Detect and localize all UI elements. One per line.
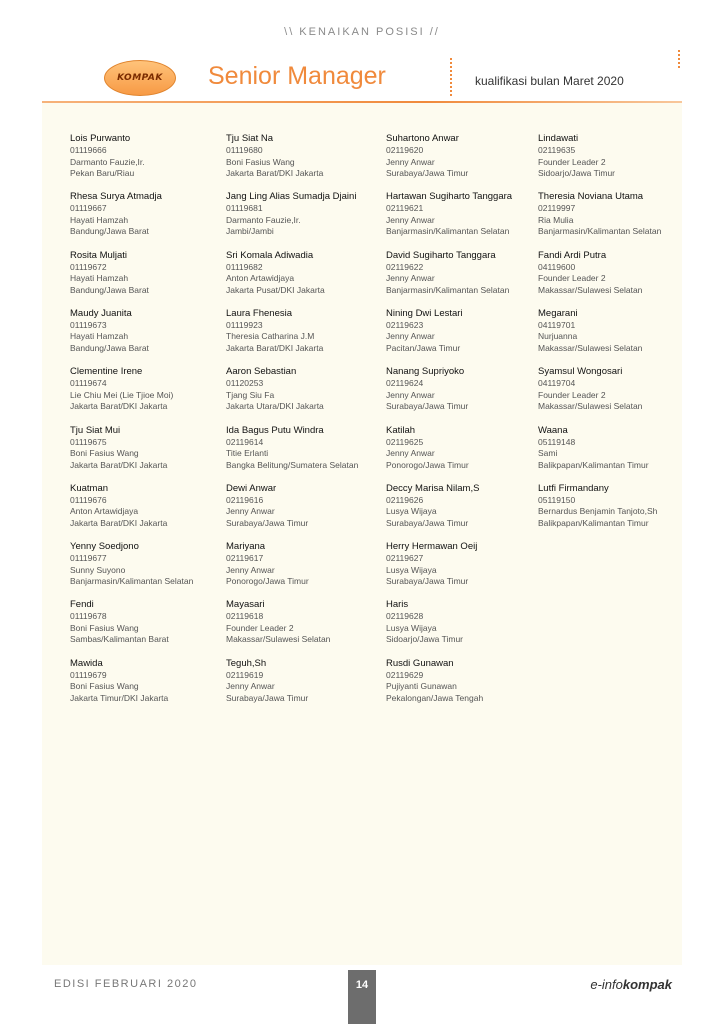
member-id: 02119629 <box>386 669 424 680</box>
header-decoration-dots <box>678 50 680 68</box>
member-sponsor: Sami <box>538 448 558 458</box>
member-location: Bandung/Jawa Barat <box>70 284 149 295</box>
publication-brand <box>590 977 672 992</box>
member-name: Deccy Marisa Nilam,S <box>386 482 480 494</box>
member-location: Jakarta Barat/DKI Jakarta <box>226 168 324 178</box>
member-location: Bandung/Jawa Barat <box>70 342 149 353</box>
member-id: 02119997 <box>538 203 576 214</box>
member-entry <box>226 483 386 530</box>
member-id: 02119616 <box>226 494 264 505</box>
member-location: Ponorogo/Jawa Timur <box>386 459 469 470</box>
member-name: Theresia Noviana Utama <box>538 191 644 203</box>
member-location: Banjarmasin/Kalimantan Selatan <box>70 576 194 587</box>
brand-name: kompak <box>622 977 672 992</box>
member-name: Megarani <box>538 307 578 319</box>
member-id: 01120253 <box>226 378 264 389</box>
member-id: 01119667 <box>70 203 107 214</box>
member-name: Mawida <box>70 657 103 669</box>
brand-prefix: e-info <box>590 977 623 992</box>
member-entry <box>538 425 698 472</box>
member-sponsor: Bernardus Benjamin Tanjoto,Sh <box>538 506 658 517</box>
member-name: Syamsul Wongosari <box>538 366 623 378</box>
member-entry <box>386 599 546 646</box>
member-name: Waana <box>538 424 568 436</box>
member-sponsor: Anton Artawidjaya <box>226 273 295 284</box>
member-id: 02119625 <box>386 436 424 447</box>
member-entry <box>538 366 698 413</box>
member-id: 01119666 <box>70 145 107 155</box>
member-sponsor: Jenny Anwar <box>386 331 435 342</box>
member-name: Nanang Supriyoko <box>386 366 465 378</box>
member-id: 01119679 <box>70 669 107 680</box>
member-location: Jakarta Barat/DKI Jakarta <box>70 401 168 412</box>
member-entry <box>538 308 698 355</box>
member-entry <box>70 599 230 646</box>
member-entry <box>538 133 698 180</box>
member-sponsor: Nurjuanna <box>538 331 578 342</box>
member-id: 01119672 <box>70 261 107 272</box>
member-name: Hartawan Sugiharto Tanggara <box>386 191 513 203</box>
member-sponsor: Lusya Wijaya <box>386 622 437 633</box>
member-entry <box>70 250 230 297</box>
member-location: Surabaya/Jawa Timur <box>386 576 469 587</box>
member-sponsor: Jenny Anwar <box>386 214 435 225</box>
member-entry <box>70 483 230 530</box>
member-id: 01119673 <box>70 319 107 330</box>
member-entry <box>386 133 546 180</box>
header-divider <box>450 58 452 96</box>
member-sponsor: Founder Leader 2 <box>538 389 606 400</box>
member-location: Ponorogo/Jawa Timur <box>226 576 309 587</box>
member-entry <box>226 133 386 180</box>
member-entry <box>226 308 386 355</box>
page-number-box <box>348 970 376 1024</box>
member-sponsor: Hayati Hamzah <box>70 214 129 225</box>
member-entry <box>538 250 698 297</box>
member-name: Fandi Ardi Putra <box>538 249 607 261</box>
member-id: 02119614 <box>226 436 264 447</box>
member-sponsor: Theresia Catharina J.M <box>226 331 315 342</box>
member-entry <box>538 191 698 238</box>
member-entry <box>70 658 230 705</box>
member-location: Jakarta Barat/DKI Jakarta <box>70 517 168 528</box>
member-id: 02119619 <box>226 669 264 680</box>
member-id: 01119675 <box>70 436 107 447</box>
member-entry <box>70 308 230 355</box>
member-id: 04119704 <box>538 378 576 389</box>
member-sponsor: Jenny Anwar <box>386 448 435 458</box>
member-id: 02119618 <box>226 611 264 622</box>
member-entry <box>386 483 546 530</box>
member-name: Suhartono Anwar <box>386 133 459 144</box>
member-location: Pacitan/Jawa Timur <box>386 342 461 353</box>
member-name: Herry Hermawan Oeij <box>386 541 478 553</box>
member-sponsor: Jenny Anwar <box>386 156 435 167</box>
member-location: Banjarmasin/Kalimantan Selatan <box>386 226 510 237</box>
member-entry <box>538 483 698 530</box>
member-id: 02119620 <box>386 145 424 155</box>
member-location: Jakarta Timur/DKI Jakarta <box>70 692 169 703</box>
member-sponsor: Lusya Wijaya <box>386 564 437 575</box>
member-name: Fendi <box>70 599 94 611</box>
member-id: 02119626 <box>386 494 424 505</box>
member-sponsor: Sunny Suyono <box>70 564 126 575</box>
member-sponsor: Boni Fasius Wang <box>70 622 139 633</box>
member-id: 05119150 <box>538 494 576 505</box>
member-sponsor: Jenny Anwar <box>226 564 275 575</box>
member-name: Tju Siat Mui <box>70 424 121 436</box>
member-sponsor: Jenny Anwar <box>386 273 435 284</box>
member-id: 04119600 <box>538 261 576 272</box>
member-location: Makassar/Sulawesi Selatan <box>538 284 643 295</box>
member-name: David Sugiharto Tanggara <box>386 249 496 261</box>
member-entry <box>386 308 546 355</box>
member-location: Balikpapan/Kalimantan Timur <box>538 459 649 470</box>
edition-label: EDISI FEBRUARI 2020 <box>54 978 198 990</box>
member-entry <box>386 366 546 413</box>
member-name: Rosita Muljati <box>70 249 128 261</box>
member-entry <box>70 191 230 238</box>
member-entry <box>226 541 386 588</box>
member-entry <box>226 599 386 646</box>
member-location: Pekalongan/Jawa Tengah <box>386 692 484 703</box>
member-id: 01119682 <box>226 261 263 272</box>
member-entry <box>386 425 546 472</box>
member-sponsor: Ria Mulia <box>538 214 574 225</box>
member-entry <box>386 250 546 297</box>
member-name: Laura Fhenesia <box>226 307 293 319</box>
member-sponsor: Jenny Anwar <box>226 506 275 517</box>
member-name: Aaron Sebastian <box>226 366 297 378</box>
member-name: Jang Ling Alias Sumadja Djaini <box>226 191 357 203</box>
member-id: 05119148 <box>538 436 576 447</box>
member-id: 02119622 <box>386 261 424 272</box>
member-name: Lindawati <box>538 133 579 144</box>
section-label: \\ KENAIKAN POSISI // <box>284 26 440 38</box>
member-location: Jambi/Jambi <box>226 226 274 237</box>
member-name: Teguh,Sh <box>226 657 267 669</box>
page-title: Senior Manager <box>208 62 386 90</box>
page-number: 14 <box>355 979 369 991</box>
member-id: 01119923 <box>226 319 263 330</box>
qualification-period: kualifikasi bulan Maret 2020 <box>475 74 624 88</box>
member-entry <box>70 366 230 413</box>
member-name: Clementine Irene <box>70 366 143 378</box>
kompak-logo <box>104 60 176 96</box>
member-location: Makassar/Sulawesi Selatan <box>226 634 331 645</box>
member-id: 01119674 <box>70 378 107 389</box>
member-sponsor: Hayati Hamzah <box>70 331 129 342</box>
member-sponsor: Tjang Siu Fa <box>226 389 275 400</box>
member-location: Surabaya/Jawa Timur <box>226 692 309 703</box>
member-name: Mayasari <box>226 599 265 611</box>
member-id: 01119678 <box>70 611 107 622</box>
member-entry <box>226 250 386 297</box>
member-sponsor: Lusya Wijaya <box>386 506 437 517</box>
member-id: 02119617 <box>226 553 264 564</box>
member-entry <box>226 191 386 238</box>
member-id: 02119635 <box>538 145 576 155</box>
member-entry <box>226 425 386 472</box>
member-location: Pekan Baru/Riau <box>70 168 135 178</box>
member-sponsor: Pujiyanti Gunawan <box>386 681 457 692</box>
member-id: 01119676 <box>70 494 107 505</box>
member-name: Rhesa Surya Atmadja <box>70 191 162 203</box>
member-id: 02119624 <box>386 378 424 389</box>
member-name: Mariyana <box>226 541 266 553</box>
member-id: 04119701 <box>538 319 576 330</box>
member-sponsor: Founder Leader 2 <box>538 156 606 167</box>
page-header <box>42 52 682 104</box>
member-list-panel <box>42 103 682 965</box>
member-entry <box>386 191 546 238</box>
member-sponsor: Jenny Anwar <box>386 389 435 400</box>
member-entry <box>386 541 546 588</box>
member-name: Rusdi Gunawan <box>386 657 454 669</box>
member-id: 02119627 <box>386 553 424 564</box>
member-name: Lois Purwanto <box>70 133 131 144</box>
member-location: Bangka Belitung/Sumatera Selatan <box>226 459 359 470</box>
member-entry <box>386 658 546 705</box>
member-sponsor: Boni Fasius Wang <box>226 156 295 167</box>
member-name: Yenny Soedjono <box>70 541 139 553</box>
member-location: Banjarmasin/Kalimantan Selatan <box>386 284 510 295</box>
member-sponsor: Darmanto Fauzie,Ir. <box>226 214 301 225</box>
member-location: Sidoarjo/Jawa Timur <box>386 634 464 645</box>
member-location: Bandung/Jawa Barat <box>70 226 149 237</box>
member-location: Surabaya/Jawa Timur <box>226 517 309 528</box>
member-sponsor: Titie Erlanti <box>226 448 269 458</box>
member-sponsor: Anton Artawidjaya <box>70 506 139 517</box>
member-sponsor: Hayati Hamzah <box>70 273 129 284</box>
member-entry <box>70 425 230 472</box>
member-id: 01119681 <box>226 203 263 214</box>
member-entry <box>226 658 386 705</box>
member-sponsor: Founder Leader 2 <box>226 622 294 633</box>
member-sponsor: Jenny Anwar <box>226 681 275 692</box>
member-location: Makassar/Sulawesi Selatan <box>538 342 643 353</box>
member-location: Surabaya/Jawa Timur <box>386 168 469 178</box>
member-id: 02119623 <box>386 319 424 330</box>
member-location: Banjarmasin/Kalimantan Selatan <box>538 226 662 237</box>
member-location: Surabaya/Jawa Timur <box>386 517 469 528</box>
member-sponsor: Boni Fasius Wang <box>70 448 139 458</box>
member-name: Maudy Juanita <box>70 307 132 319</box>
member-location: Sambas/Kalimantan Barat <box>70 634 169 645</box>
member-location: Surabaya/Jawa Timur <box>386 401 469 412</box>
logo-text: KOMPAK <box>117 73 163 83</box>
member-id: 01119680 <box>226 145 263 155</box>
member-location: Jakarta Utara/DKI Jakarta <box>226 401 324 412</box>
member-id: 02119621 <box>386 203 424 214</box>
member-name: Tju Siat Na <box>226 133 273 144</box>
member-entry <box>70 541 230 588</box>
member-location: Jakarta Barat/DKI Jakarta <box>226 342 324 353</box>
member-sponsor: Lie Chiu Mei (Lie Tjioe Moi) <box>70 389 174 400</box>
member-entry <box>226 366 386 413</box>
member-id: 01119677 <box>70 553 107 564</box>
member-location: Balikpapan/Kalimantan Timur <box>538 517 649 528</box>
member-id: 02119628 <box>386 611 424 622</box>
member-location: Jakarta Pusat/DKI Jakarta <box>226 284 325 295</box>
member-name: Nining Dwi Lestari <box>386 307 463 319</box>
member-name: Kuatman <box>70 482 109 494</box>
member-name: Dewi Anwar <box>226 482 277 494</box>
member-name: Sri Komala Adiwadia <box>226 249 314 261</box>
member-name: Ida Bagus Putu Windra <box>226 424 324 436</box>
member-sponsor: Darmanto Fauzie,Ir. <box>70 156 145 167</box>
member-location: Makassar/Sulawesi Selatan <box>538 401 643 412</box>
member-name: Lutfi Firmandany <box>538 482 609 494</box>
member-entry <box>70 133 230 180</box>
member-name: Katilah <box>386 424 416 436</box>
member-location: Sidoarjo/Jawa Timur <box>538 168 616 178</box>
member-name: Haris <box>386 599 409 611</box>
member-location: Jakarta Barat/DKI Jakarta <box>70 459 168 470</box>
member-sponsor: Boni Fasius Wang <box>70 681 139 692</box>
member-sponsor: Founder Leader 2 <box>538 273 606 284</box>
